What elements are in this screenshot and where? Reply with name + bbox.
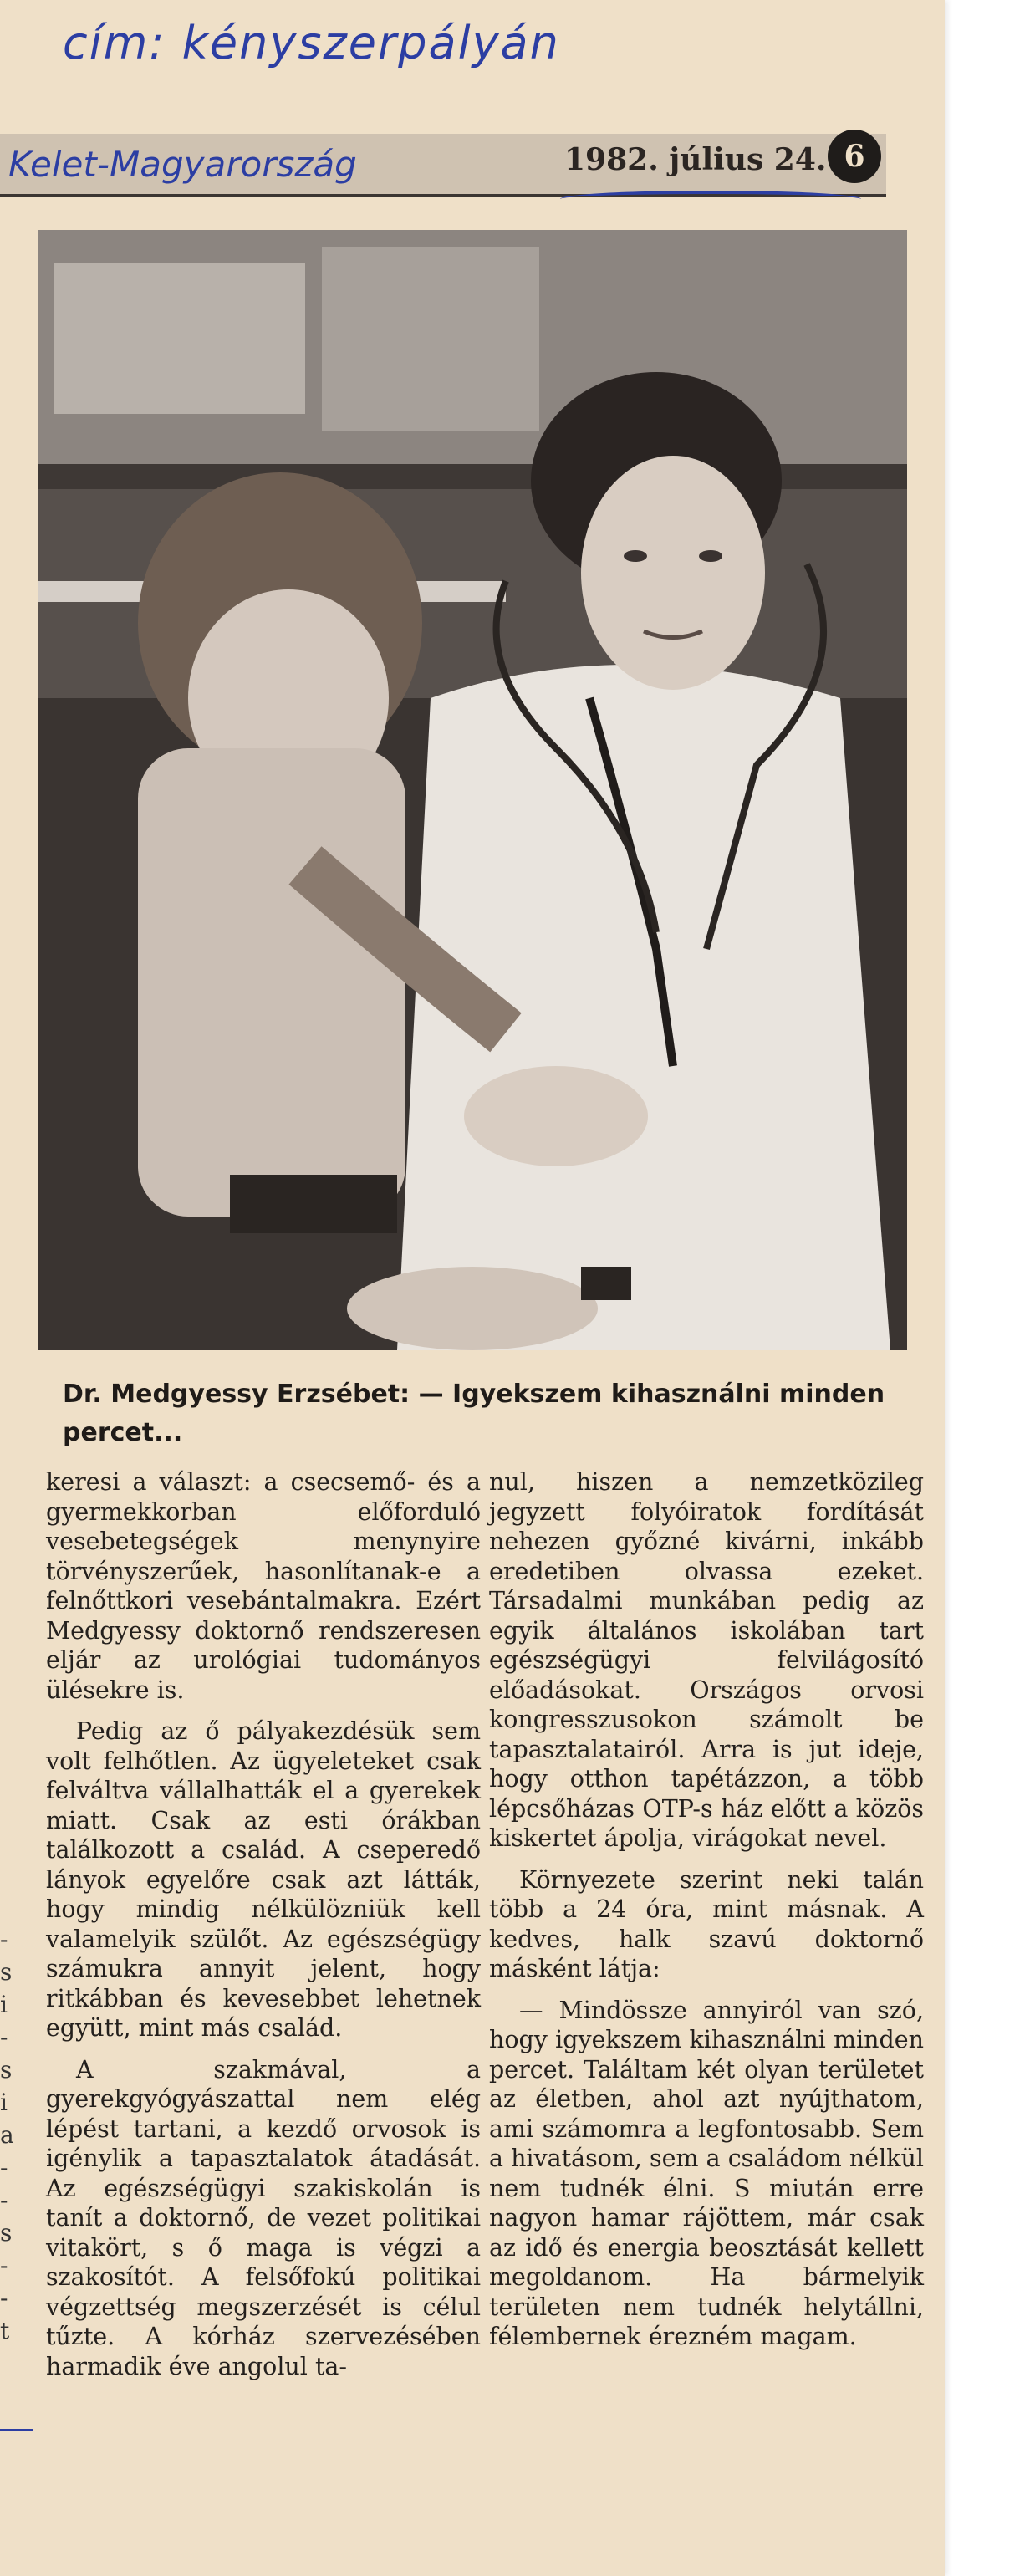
paragraph: keresi a választ: a csecsemő- és a gyermekkorban előforduló vesebetegségek menynyire törvényszerűek, hasonlítanak-e a felnőttkori vesebántalmakra. Ezért Medgyessy doktornő rendszeresen eljár az urológiai tudományos ülésekre is. (46, 1468, 481, 1704)
adjacent-column-fragment: - s i - s i a - - s - - t (0, 1926, 14, 2344)
article-photo (38, 230, 907, 1350)
article-body (33, 1467, 945, 2538)
handwritten-underline (560, 191, 861, 207)
handwritten-masthead-note: Kelet-Magyarország (8, 144, 357, 185)
handwritten-title-note: cím: kényszerpályán (63, 17, 560, 69)
paragraph: nul, hiszen a nemzetközileg jegyzett folyóiratok fordítását nehezen győzné kivárni, inkább eredetiben olvassa ezeket. Társadalmi munkában pedig az egyik általános iskolában tart egészségügyi felvilágosító előadásokat. Országos orvosi kongresszusokon számolt be tapasztalatairól. Arra is jut ideje, hogy otthon tapétázzon, a több lépcsőházas OTP-s ház előtt a közös kiskertet ápolja, virágokat nevel. (489, 1468, 924, 1852)
publication-date: 1982. július 24. (564, 142, 827, 177)
photo-caption: Dr. Medgyessy Erzsébet: — Igyekszem kihasználni minden percet... (63, 1380, 885, 1447)
article-column-right (489, 1467, 924, 2364)
photo-icon (38, 230, 907, 1350)
paragraph: Pedig az ő pályakezdésük sem volt felhőtlen. Az ügyeleteket csak felváltva vállalhatták el a gyerekek miatt. Csak az esti órákban találkozott a család. A cseperedő lányok egyelőre csak azt látták, hogy mindig nélkülözniük kell valamelyik szülőt. Az egészségügy számukra annyit jelent, hogy ritkábban és kevesebbet lehetnek együtt, mint más család. (46, 1717, 481, 2042)
paragraph: A szakmával, a gyerekgyógyászattal nem elég lépést tartani, a kezdő orvosok is igénylik a tapasztalatok átadását. Az egészségügyi szakiskolán is tanít a doktornő, de vezet politikai vitakört, s ő maga is végzi a szakosítót. A felsőfokú politikai végzettség megszerzését is célul tűzte. A kórház szervezésében harmadik éve angolul ta- (46, 2055, 481, 2380)
page-number-badge: 6 (828, 130, 881, 183)
paragraph: — Mindössze annyiról van szó, hogy igyekszem kihasználni minden percet. Találtam két olyan területet az életben, ahol azt nyújthatom, ami számomra a legfontosabb. Sem a hivatásom, sem a családom nélkül nem tudnék élni. S miután erre nagyon hamar rájöttem, már csak az idő és energia beosztását kellett megoldanom. Ha bármelyik területen nem tudnék helytállni, félembernek érezném magam. (489, 1996, 924, 2350)
article-column-left (46, 1467, 481, 2393)
paragraph: Környezete szerint neki talán több a 24 óra, mint másnak. A kedves, halk szavú doktornő másként látja: (489, 1865, 924, 1982)
handwritten-mark (0, 2429, 33, 2431)
